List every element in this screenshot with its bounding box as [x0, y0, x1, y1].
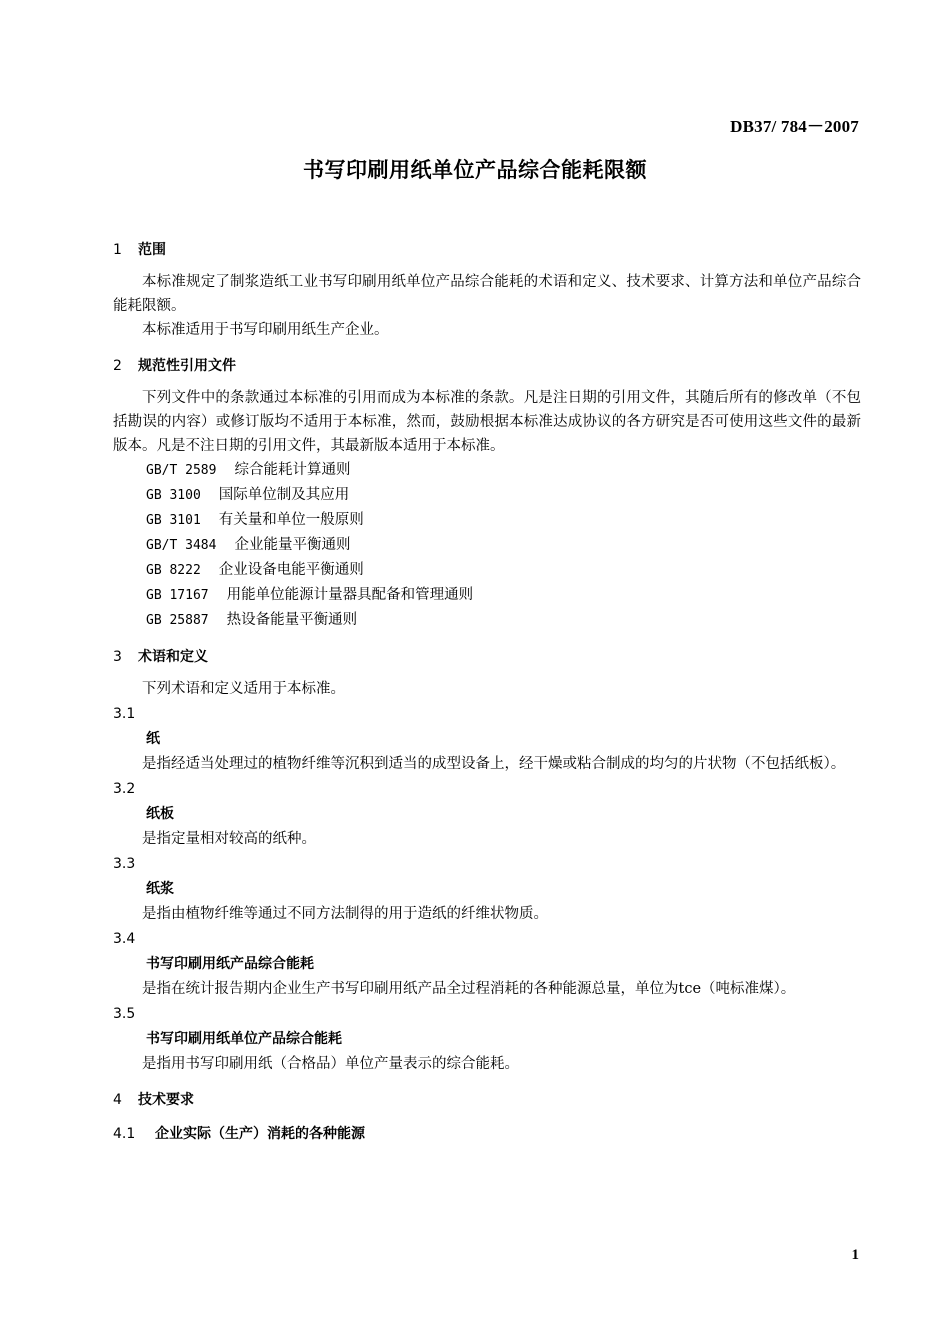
subsection-heading [113, 1124, 861, 1144]
paragraph: 本标准规定了制浆造纸工业书写印刷用纸单位产品综合能耗的术语和定义、技术要求、计算方法和单位产品综合能耗限额。 [113, 274, 861, 314]
clause-number: 3.4 [113, 931, 136, 947]
term-title: 纸板 [146, 806, 174, 822]
reference-name: 企业能量平衡通则 [234, 537, 351, 553]
reference-name: 综合能耗计算通则 [234, 462, 351, 478]
reference-name: 国际单位制及其应用 [218, 487, 350, 503]
clause-number: 3.5 [113, 1006, 136, 1022]
section-title: 术语和定义 [138, 649, 208, 665]
section-heading-terms-definitions [113, 647, 861, 667]
section-number: 3 [113, 649, 122, 665]
reference-item [113, 558, 861, 583]
section-number: 2 [113, 358, 122, 374]
document-body [113, 240, 861, 1144]
term-title: 书写印刷用纸产品综合能耗 [146, 956, 314, 972]
paragraph: 本标准适用于书写印刷用纸生产企业。 [142, 322, 389, 338]
section-title: 规范性引用文件 [138, 358, 236, 374]
term-title: 纸浆 [146, 881, 174, 897]
subsection-title: 企业实际（生产）消耗的各种能源 [155, 1126, 365, 1142]
section-number: 1 [113, 242, 122, 258]
section-title: 范围 [138, 242, 166, 258]
reference-code: GB/T 3484 [146, 538, 217, 553]
section-title: 技术要求 [138, 1092, 194, 1108]
reference-name: 企业设备电能平衡通则 [218, 562, 364, 578]
term-definition: 是指在统计报告期内企业生产书写印刷用纸产品全过程消耗的各种能源总量，单位为tce（吨标准煤）。 [142, 981, 796, 997]
paragraph: 下列术语和定义适用于本标准。 [142, 681, 345, 697]
reference-code: GB 17167 [146, 588, 209, 603]
reference-name: 有关量和单位一般原则 [218, 512, 364, 528]
reference-name: 用能单位能源计量器具配备和管理通则 [226, 587, 474, 603]
standard-code: DB37/ 784－2007 [730, 117, 859, 136]
clause-number: 3.1 [113, 706, 136, 722]
reference-item [113, 583, 861, 608]
document-title: 书写印刷用纸单位产品综合能耗限额 [303, 158, 647, 182]
subsection-number: 4.1 [113, 1126, 136, 1142]
clause-number: 3.3 [113, 856, 136, 872]
reference-code: GB/T 2589 [146, 463, 217, 478]
reference-code: GB 3101 [146, 513, 201, 528]
term-definition: 是指用书写印刷用纸（合格品）单位产量表示的综合能耗。 [142, 1056, 519, 1072]
reference-code: GB 25887 [146, 613, 209, 628]
section-heading-technical-requirements [113, 1090, 861, 1110]
term-title: 书写印刷用纸单位产品综合能耗 [146, 1031, 342, 1047]
term-definition: 是指定量相对较高的纸种。 [142, 831, 316, 847]
reference-item [113, 483, 861, 508]
section-number: 4 [113, 1092, 122, 1108]
page-number: 1 [851, 1247, 859, 1263]
clause-number: 3.2 [113, 781, 136, 797]
term-definition: 是指由植物纤维等通过不同方法制得的用于造纸的纤维状物质。 [142, 906, 548, 922]
reference-item [113, 508, 861, 533]
reference-item [113, 458, 861, 483]
reference-code: GB 8222 [146, 563, 201, 578]
reference-list [113, 458, 861, 633]
term-title: 纸 [146, 731, 160, 747]
reference-item [113, 608, 861, 633]
reference-code: GB 3100 [146, 488, 201, 503]
section-heading-scope [113, 240, 861, 260]
term-definition: 是指经适当处理过的植物纤维等沉积到适当的成型设备上，经干燥或粘合制成的均匀的片状物（不包括纸板）。 [142, 756, 846, 772]
reference-name: 热设备能量平衡通则 [226, 612, 358, 628]
section-heading-normative-references [113, 356, 861, 376]
paragraph: 下列文件中的条款通过本标准的引用而成为本标准的条款。凡是注日期的引用文件，其随后所有的修改单（不包括勘误的内容）或修订版均不适用于本标准，然而，鼓励根据本标准达成协议的各方研究是否可使用这些文件的最新版本。凡是不注日期的引用文件，其最新版本适用于本标准。 [113, 390, 861, 454]
reference-item [113, 533, 861, 558]
